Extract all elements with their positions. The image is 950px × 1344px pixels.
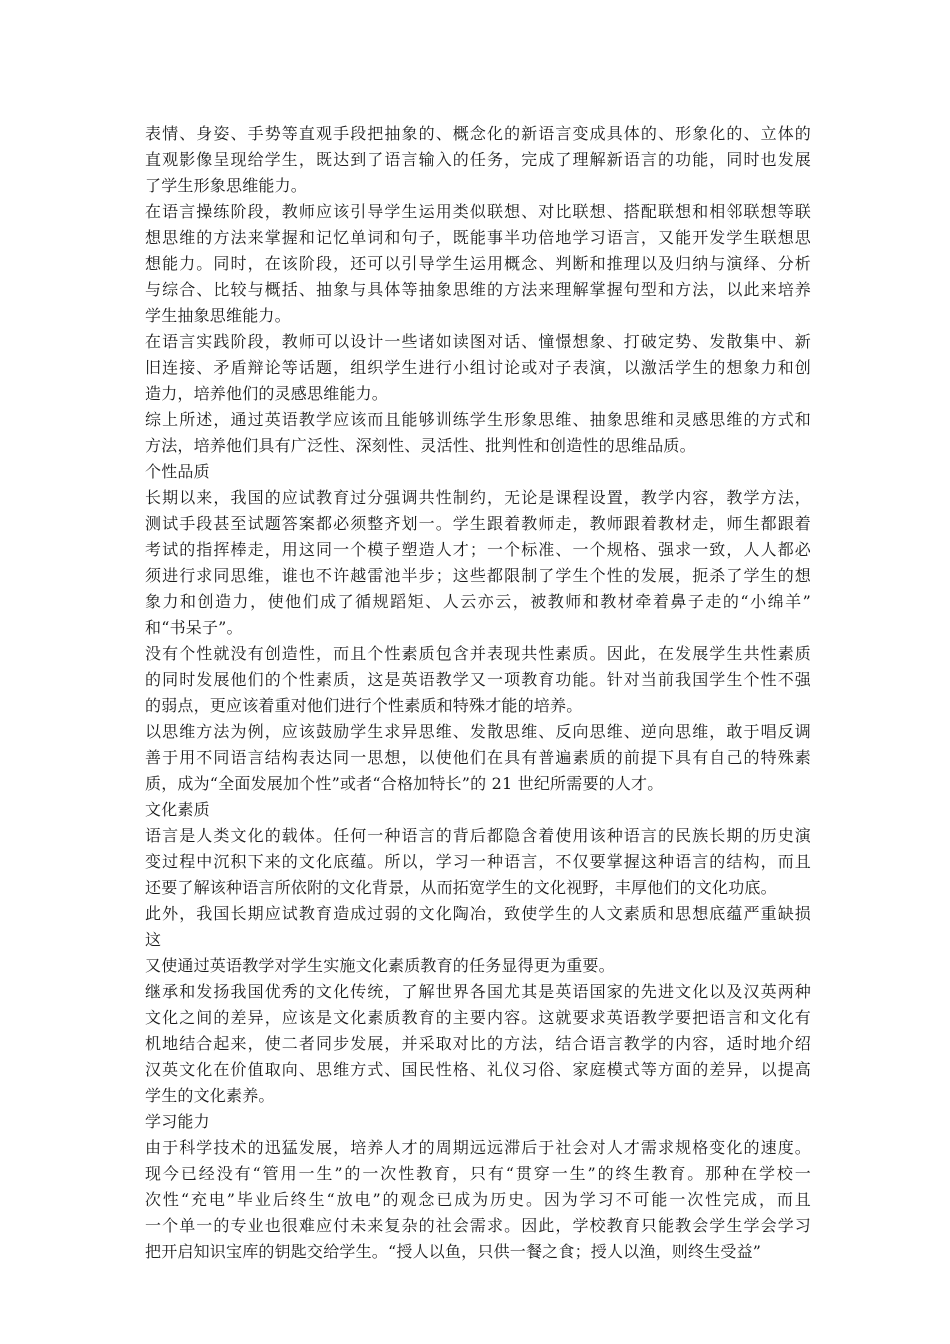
text-line: 把开启知识宝库的钥匙交给学生。“授人以鱼，只供一餐之食；授人以渔，则终生受益”	[145, 1242, 762, 1261]
text-line: 一个单一的专业也很难应付未来复杂的社会需求。因此，学校教育只能教会学生学会学习	[145, 1216, 811, 1235]
paragraph	[145, 979, 811, 1109]
text-line: 此外，我国长期应试教育造成过弱的文化陶冶，致使学生的人文素质和思想底蕴严重缺损	[145, 904, 811, 923]
paragraph	[145, 1135, 811, 1265]
text-line: 次性“充电”毕业后终生“放电”的观念已成为历史。因为学习不可能一次性完成，而且	[145, 1190, 811, 1209]
paragraph	[145, 485, 811, 641]
text-line: 测试手段甚至试题答案都必须整齐划一。学生跟着教师走，教师跟着教材走，师生都跟着	[145, 514, 811, 533]
text-line: 汉英文化在价值取向、思维方式、国民性格、礼仪习俗、家庭模式等方面的差异，以提高	[145, 1060, 811, 1079]
text-line: 想能力。同时，在该阶段，还可以引导学生运用概念、判断和推理以及归纳与演绎、分析	[145, 254, 811, 273]
section-heading	[145, 1109, 811, 1135]
text-line: 学生抽象思维能力。	[145, 306, 291, 325]
text-line: 旧连接、矛盾辩论等话题，组织学生进行小组讨论或对子表演，以激活学生的想象力和创	[145, 358, 811, 377]
text-line: 由于科学技术的迅猛发展，培养人才的周期远远滞后于社会对人才需求规格变化的速度。	[145, 1138, 811, 1157]
paragraph	[145, 823, 811, 901]
text-line: 的弱点，更应该着重对他们进行个性素质和特殊才能的培养。	[145, 696, 583, 715]
text-line: 以思维方法为例，应该鼓励学生求异思维、发散思维、反向思维、逆向思维，敢于唱反调	[145, 722, 811, 741]
paragraph	[145, 953, 811, 979]
text-line: 须进行求同思维，谁也不许越雷池半步；这些都限制了学生个性的发展，扼杀了学生的想	[145, 566, 811, 585]
text-line: 想思维的方法来掌握和记忆单词和句子，既能事半功倍地学习语言，又能开发学生联想思	[145, 228, 811, 247]
text-line: 象力和创造力，使他们成了循规蹈矩、人云亦云，被教师和教材牵着鼻子走的“小绵羊”	[145, 592, 811, 611]
paragraph	[145, 901, 811, 953]
text-line: 学生的文化素养。	[145, 1086, 275, 1105]
document-page	[145, 121, 811, 1265]
text-line: 没有个性就没有创造性，而且个性素质包含并表现共性素质。因此，在发展学生共性素质	[145, 644, 811, 663]
text-line: 造力，培养他们的灵感思维能力。	[145, 384, 389, 403]
text-line: 长期以来，我国的应试教育过分强调共性制约，无论是课程设置，教学内容，教学方法，	[145, 488, 811, 507]
text-line: 质，成为“全面发展加个性”或者“合格加特长”的 21 世纪所需要的人才。	[145, 774, 664, 793]
text-line: 又使通过英语教学对学生实施文化素质教育的任务显得更为重要。	[145, 956, 615, 975]
section-heading	[145, 797, 811, 823]
heading-text: 个性品质	[145, 462, 210, 481]
text-line: 这	[145, 930, 162, 949]
text-line: 综上所述，通过英语教学应该而且能够训练学生形象思维、抽象思维和灵感思维的方式和	[145, 410, 811, 429]
text-line: 现今已经没有“管用一生”的一次性教育，只有“贯穿一生”的终生教育。那种在学校一	[145, 1164, 811, 1183]
text-line: 继承和发扬我国优秀的文化传统，了解世界各国尤其是英语国家的先进文化以及汉英两种	[145, 982, 811, 1001]
text-line: 善于用不同语言结构表达同一思想，以使他们在具有普遍素质的前提下具有自己的特殊素	[145, 748, 811, 767]
heading-text: 文化素质	[145, 800, 210, 819]
paragraph	[145, 199, 811, 329]
text-line: 了学生形象思维能力。	[145, 176, 308, 195]
paragraph	[145, 641, 811, 719]
paragraph	[145, 121, 811, 199]
paragraph	[145, 719, 811, 797]
text-line: 和“书呆子”。	[145, 618, 243, 637]
text-line: 在语言实践阶段，教师可以设计一些诸如读图对话、憧憬想象、打破定势、发散集中、新	[145, 332, 811, 351]
text-line: 表情、身姿、手势等直观手段把抽象的、概念化的新语言变成具体的、形象化的、立体的	[145, 124, 811, 143]
text-line: 与综合、比较与概括、抽象与具体等抽象思维的方法来理解掌握句型和方法，以此来培养	[145, 280, 811, 299]
text-line: 考试的指挥棒走，用这同一个模子塑造人才；一个标准、一个规格、强求一致，人人都必	[145, 540, 811, 559]
paragraph	[145, 329, 811, 407]
section-heading	[145, 459, 811, 485]
text-line: 变过程中沉积下来的文化底蕴。所以，学习一种语言，不仅要掌握这种语言的结构，而且	[145, 852, 811, 871]
text-line: 方法，培养他们具有广泛性、深刻性、灵活性、批判性和创造性的思维品质。	[145, 436, 696, 455]
heading-text: 学习能力	[145, 1112, 210, 1131]
text-line: 直观影像呈现给学生，既达到了语言输入的任务，完成了理解新语言的功能，同时也发展	[145, 150, 811, 169]
text-line: 的同时发展他们的个性素质，这是英语教学又一项教育功能。针对当前我国学生个性不强	[145, 670, 811, 689]
text-line: 还要了解该种语言所依附的文化背景，从而拓宽学生的文化视野，丰厚他们的文化功底。	[145, 878, 777, 897]
text-line: 文化之间的差异，应该是文化素质教育的主要内容。这就要求英语教学要把语言和文化有	[145, 1008, 811, 1027]
paragraph	[145, 407, 811, 459]
text-line: 机地结合起来，使二者同步发展，并采取对比的方法，结合语言教学的内容，适时地介绍	[145, 1034, 811, 1053]
text-line: 语言是人类文化的载体。任何一种语言的背后都隐含着使用该种语言的民族长期的历史演	[145, 826, 811, 845]
text-line: 在语言操练阶段，教师应该引导学生运用类似联想、对比联想、搭配联想和相邻联想等联	[145, 202, 811, 221]
